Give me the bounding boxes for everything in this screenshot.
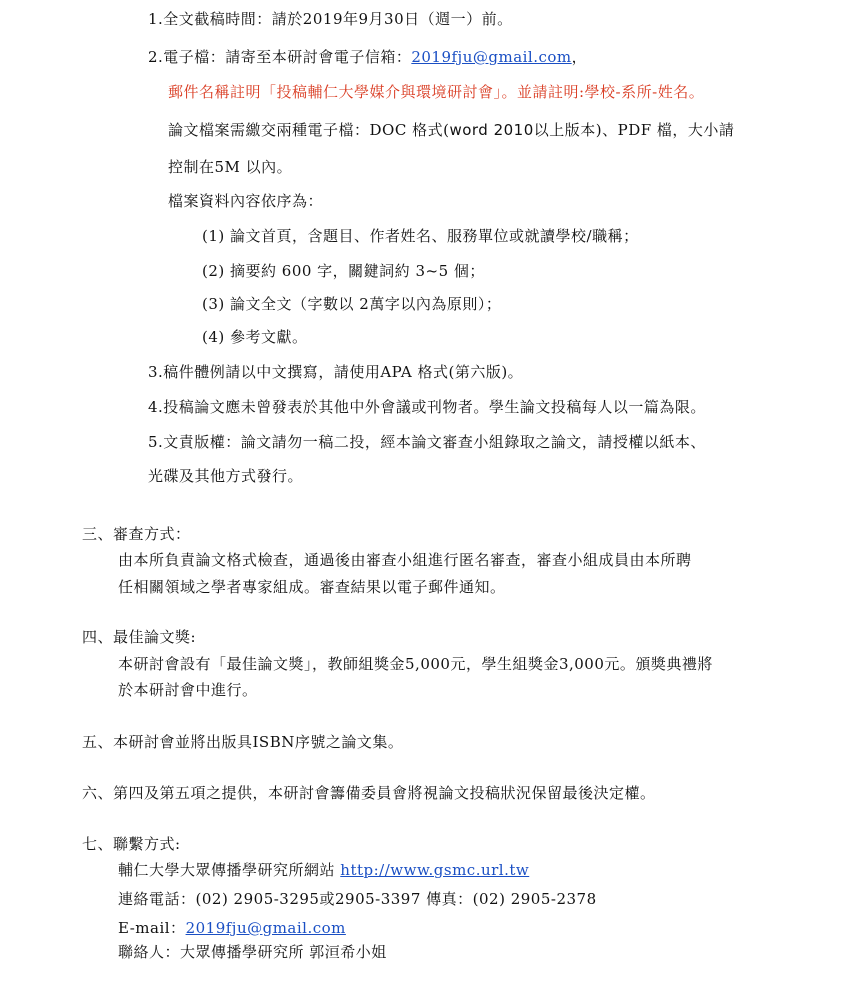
contact-email-link[interactable]: 2019fju@gmail.com — [185, 919, 346, 937]
contact-email-label: E-mail： — [118, 919, 186, 937]
review-line-1: 由本所負責論文格式檢查，通過後由審查小組進行匿名審查，審查小組成員由本所聘 — [118, 551, 692, 569]
award-heading: 四、最佳論文獎: — [82, 628, 197, 646]
file-format-line-2: 控制在5M 以內。 — [168, 158, 293, 176]
file-format-text-a: 論文檔案需繳交兩種電子檔：DOC 格式( — [168, 121, 450, 139]
website-line — [118, 860, 529, 880]
email-subject-notice: 郵件名稱註明「投稿輔仁大學媒介與環境研討會」。並請註明:學校-系所-姓名。 — [168, 83, 705, 101]
contact-person: 聯絡人：大眾傳播學研究所 郭洹希小姐 — [118, 943, 387, 961]
file-order-item-2: (2) 摘要約 600 字，關鍵詞約 3~5 個； — [202, 262, 485, 280]
email-submission-line — [148, 47, 587, 67]
email-submission-suffix: ， — [571, 48, 588, 66]
contact-heading: 七、聯繫方式: — [82, 835, 181, 853]
file-order-item-4: (4) 參考文獻。 — [202, 328, 308, 346]
file-format-line-1 — [168, 120, 734, 140]
submission-deadline: 1.全文截稿時間：請於2019年9月30日（週一）前。 — [148, 10, 513, 28]
committee-heading: 六、第四及第五項之提供，本研討會籌備委員會將視論文投稿狀況保留最後決定權。 — [82, 784, 656, 802]
file-order-item-3: (3) 論文全文（字數以 2萬字以內為原則）； — [202, 295, 502, 313]
file-order-intro: 檔案資料內容依序為： — [168, 192, 324, 210]
submission-email-link[interactable]: 2019fju@gmail.com — [411, 48, 572, 66]
award-line-1: 本研討會設有「最佳論文獎」，教師組獎金5,000元，學生組獎金3,000元。頒獎典禮將 — [118, 655, 713, 673]
proceedings-heading: 五、本研討會並將出版具ISBN序號之論文集。 — [82, 733, 404, 751]
phone-line: 連絡電話：(02) 2905-3295或2905-3397 傳真：(02) 2905-2378 — [118, 890, 597, 908]
file-format-text-c: 以上版本)、PDF 檔，大小請 — [533, 121, 735, 139]
email-submission-label: 2.電子檔：請寄至本研討會電子信箱： — [148, 48, 412, 66]
contact-email-line — [118, 918, 346, 938]
format-rule: 3.稿件體例請以中文撰寫，請使用APA 格式(第六版)。 — [148, 363, 524, 381]
website-link[interactable]: http://www.gsmc.url.tw — [340, 861, 530, 879]
award-line-2: 於本研討會中進行。 — [118, 681, 258, 699]
file-format-version: word 2010 — [449, 121, 534, 139]
copyright-line-1: 5.文責版權：論文請勿一稿二投，經本論文審查小組錄取之論文，請授權以紙本、 — [148, 433, 706, 451]
website-label: 輔仁大學大眾傳播學研究所網站 — [118, 861, 341, 879]
file-order-item-1: (1) 論文首頁，含題目、作者姓名、服務單位或就讀學校/職稱； — [202, 227, 639, 245]
originality-rule: 4.投稿論文應未曾發表於其他中外會議或刊物者。學生論文投稿每人以一篇為限。 — [148, 398, 706, 416]
review-heading: 三、審查方式： — [82, 525, 191, 543]
review-line-2: 任相關領域之學者專家組成。審查結果以電子郵件通知。 — [118, 578, 506, 596]
copyright-line-2: 光碟及其他方式發行。 — [148, 467, 304, 485]
